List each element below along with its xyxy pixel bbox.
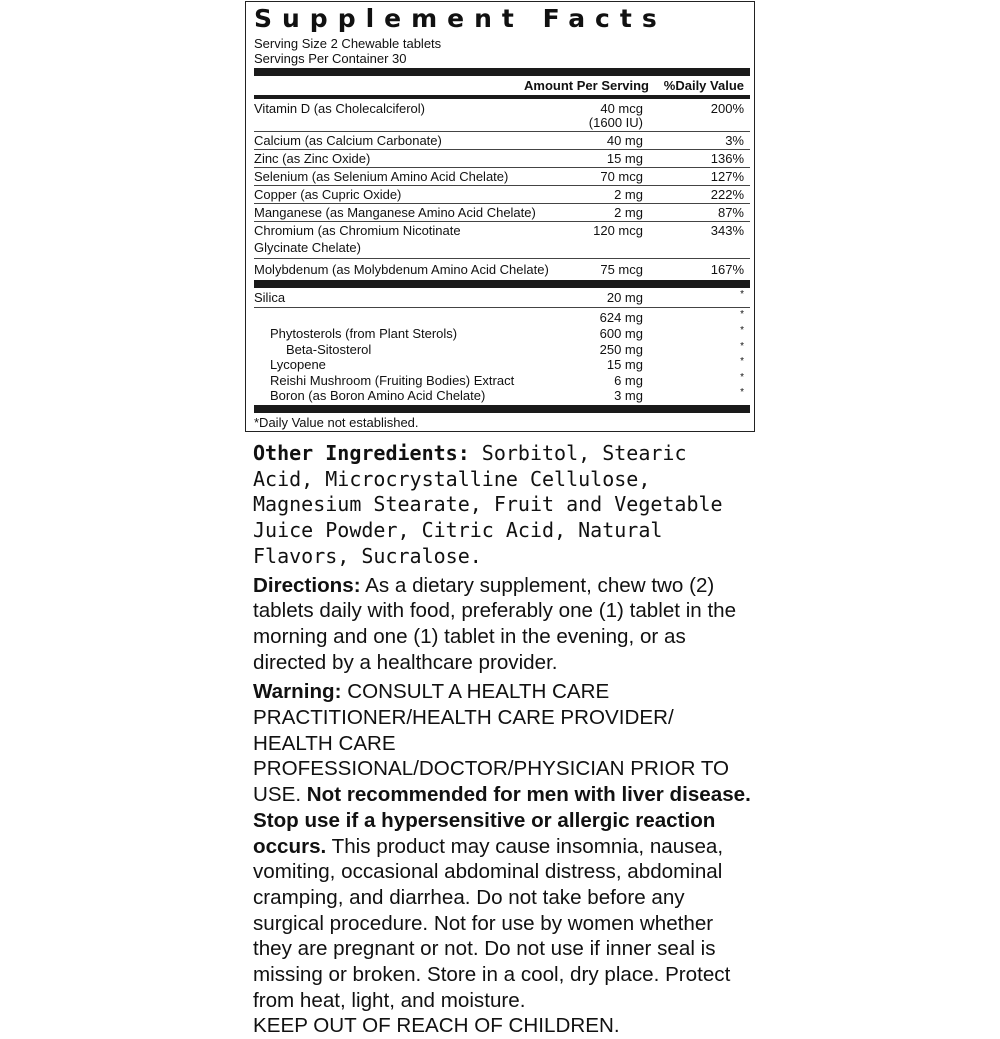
- serving-size: Serving Size 2 Chewable tablets: [254, 36, 442, 51]
- dv-asterisk: *: [740, 309, 744, 320]
- ingredient-name: Lycopene: [270, 357, 326, 372]
- dv-asterisk: *: [740, 289, 744, 300]
- directions: [253, 573, 753, 676]
- nutrient-amount: 70 mcg: [600, 169, 643, 184]
- other-ingredients-text: Sorbitol, Stearic Acid, Microcrystalline Cellulose, Magnesium Stearate, Fruit and Vegetable Juice Powder, Citric Acid, Natural Flavors, Sucralose.: [253, 441, 723, 568]
- nutrient-name: Manganese (as Manganese Amino Acid Chelate): [254, 205, 536, 220]
- nutrient-amount-iu: (1600 IU): [588, 115, 643, 130]
- warning-bold-text: Not recommended for men with liver disease. Stop use if a hypersensitive or allergic reaction occurs.: [253, 783, 751, 858]
- col-amount-header: Amount Per Serving: [524, 78, 649, 93]
- dv-asterisk: *: [740, 372, 744, 383]
- nutrient-dv: 127%: [710, 169, 744, 184]
- nutrient-name: Calcium (as Calcium Carbonate): [254, 133, 442, 148]
- nutrient-dv: 3%: [725, 133, 744, 148]
- keep-out-of-reach: KEEP OUT OF REACH OF CHILDREN.: [253, 1014, 620, 1038]
- row-divider: [254, 149, 750, 150]
- dv-asterisk: *: [740, 387, 744, 398]
- panel-title: Supplement Facts: [254, 4, 667, 33]
- nutrient-dv: 167%: [710, 262, 744, 277]
- nutrient-name: Zinc (as Zinc Oxide): [254, 151, 371, 166]
- medium-rule: [254, 95, 750, 99]
- nutrient-name: Vitamin D (as Cholecalciferol): [254, 101, 425, 116]
- supplement-facts-panel: [245, 1, 755, 432]
- warning: [253, 679, 753, 1039]
- nutrient-name: Copper (as Cupric Oxide): [254, 187, 402, 202]
- ingredient-amount: 20 mg: [606, 290, 643, 305]
- thick-rule-middle: [254, 280, 750, 288]
- ingredient-name: Beta-Sitosterol: [286, 342, 372, 357]
- row-divider: [254, 307, 750, 308]
- directions-text: As a dietary supplement, chew two (2) tablets daily with food, preferably one (1) tablet in the morning and one (1) tablet in the evening, or as directed by a healthcare provider.: [253, 573, 737, 674]
- row-divider: [254, 185, 750, 186]
- nutrient-dv: 87%: [717, 205, 744, 220]
- row-divider: [254, 203, 750, 204]
- dv-asterisk: *: [740, 341, 744, 352]
- ingredient-amount: 15 mg: [606, 357, 643, 372]
- dv-asterisk: *: [740, 356, 744, 367]
- blend-amount: 624 mg: [599, 310, 643, 325]
- row-divider: [254, 258, 750, 259]
- ingredient-amount: 3 mg: [614, 388, 643, 403]
- ingredient-amount: 250 mg: [599, 342, 643, 357]
- nutrient-dv: 200%: [710, 101, 744, 116]
- ingredient-amount: 600 mg: [599, 326, 643, 341]
- nutrient-amount: 40 mg: [606, 133, 643, 148]
- row-divider: [254, 221, 750, 222]
- dv-footnote: *Daily Value not established.: [254, 415, 419, 430]
- thick-rule-bottom: [254, 405, 750, 413]
- servings-per-container: Servings Per Container 30: [254, 51, 407, 66]
- other-ingredients-label: Other Ingredients:: [253, 441, 470, 465]
- label-text-block: [253, 441, 753, 1039]
- col-dv-header: %Daily Value: [663, 78, 744, 93]
- ingredient-name: Phytosterols (from Plant Sterols): [270, 326, 458, 341]
- row-divider: [254, 131, 750, 132]
- nutrient-name-cont: Glycinate Chelate): [254, 240, 361, 255]
- nutrient-amount: 2 mg: [614, 187, 643, 202]
- nutrient-name: Chromium (as Chromium Nicotinate: [254, 223, 461, 238]
- nutrient-amount: 40 mcg: [600, 101, 643, 116]
- nutrient-dv: 222%: [710, 187, 744, 202]
- nutrient-dv: 136%: [710, 151, 744, 166]
- ingredient-name: Boron (as Boron Amino Acid Chelate): [270, 388, 486, 403]
- directions-label: Directions:: [253, 573, 361, 597]
- warning-label: Warning:: [253, 680, 342, 704]
- nutrient-dv: 343%: [710, 223, 744, 238]
- dv-asterisk: *: [740, 325, 744, 336]
- row-divider: [254, 167, 750, 168]
- nutrient-amount: 120 mcg: [593, 223, 643, 238]
- nutrient-amount: 75 mcg: [600, 262, 643, 277]
- nutrient-amount: 2 mg: [614, 205, 643, 220]
- ingredient-amount: 6 mg: [614, 373, 643, 388]
- ingredient-name: Reishi Mushroom (Fruiting Bodies) Extract: [270, 373, 515, 388]
- warning-text-cont: This product may cause insomnia, nausea, vomiting, occasional abdominal distress, abdominal cramping, and diarrhea. Do not take before any surgical procedure. Not for use by women whether they are pregnant or not. Do not use if inner seal is missing or broken. Store in a cool, dry place. Protect from heat, light, and moisture.: [253, 834, 731, 1012]
- other-ingredients: [253, 441, 753, 570]
- ingredient-name: Silica: [254, 290, 286, 305]
- thick-rule-top: [254, 68, 750, 76]
- nutrient-name: Selenium (as Selenium Amino Acid Chelate): [254, 169, 509, 184]
- nutrient-name: Molybdenum (as Molybdenum Amino Acid Chelate): [254, 262, 549, 277]
- warning-text: CONSULT A HEALTH CARE PRACTITIONER/HEALTH CARE PROVIDER/ HEALTH CARE PROFESSIONAL/DOCTOR/PHYSICIAN PRIOR TO USE.: [253, 680, 730, 807]
- nutrient-amount: 15 mg: [606, 151, 643, 166]
